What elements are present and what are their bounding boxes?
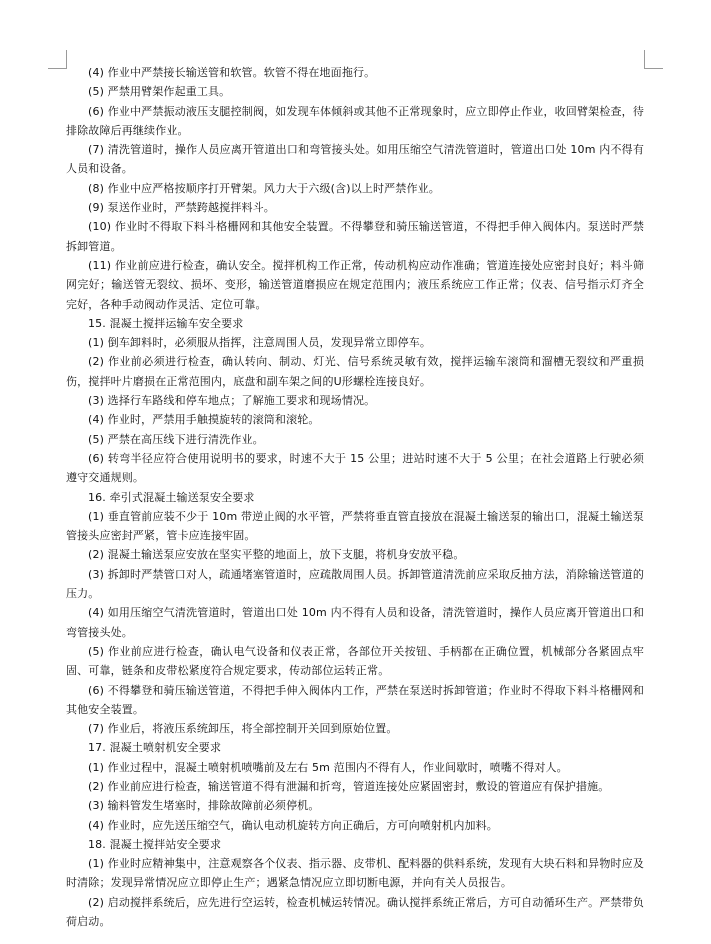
paragraph: (4) 作业时，严禁用手触摸旋转的滚筒和滚轮。 [88,413,320,427]
paragraph: (11) 作业前应进行检查，确认安全。搅拌机构工作正常，传动机构应动作准确；管道连接处应密封良好；料斗筛网完好；输送管无裂纹、损坏、变形，输送管道磨损应在规定范围内；液压系统应工作正常；仪表、信号指示灯齐全完好，各种手动阀动作灵活、定位可靠。 [66,258,644,311]
page-corner-mark-top-right [644,50,663,69]
paragraph: (3) 拆卸时严禁管口对人，疏通堵塞管道时，应疏散周围人员。拆卸管道清洗前应采取反抽方法，消除输送管道的压力。 [66,567,644,601]
paragraph: (8) 作业中应严格按顺序打开臂架。风力大于六级(含)以上时严禁作业。 [88,181,440,195]
paragraph: (10) 作业时不得取下料斗格栅网和其他安全装置。不得攀登和骑压输送管道，不得把手伸入阀体内。泵送时严禁拆卸管道。 [66,220,644,253]
paragraph: (9) 泵送作业时，严禁跨越搅拌料斗。 [88,201,275,215]
paragraph: (6) 不得攀登和骑压输送管道，不得把手伸入阀体内工作，严禁在泵送时拆卸管道；作业时不得取下料斗格栅网和其他安全装置。 [66,683,644,716]
paragraph: (4) 如用压缩空气清洗管道时，管道出口处 10m 内不得有人员和设备，清洗管道时，操作人员应离开管道出口和弯管接头处。 [66,606,644,639]
section-heading: 16. 牵引式混凝土输送泵安全要求 [88,490,255,504]
paragraph: (4) 作业中严禁接长输送管和软管。软管不得在地面拖行。 [88,66,376,79]
paragraph: (1) 作业时应精神集中，注意观察各个仪表、指示器、皮带机、配料器的供料系统，发现有大块石料和异物时应及时清除；发现异常情况应立即停止生产；遇紧急情况应立即切断电源，并向有关人员报告。 [66,857,644,890]
paragraph: (2) 作业前应进行检查，输送管道不得有泄漏和折弯，管道连接处应紧固密封，敷设的管道应有保护措施。 [88,779,610,793]
section-heading: 15. 混凝土搅拌运输车安全要求 [88,316,244,330]
paragraph: (5) 作业前应进行检查，确认电气设备和仪表正常，各部位开关按钮、手柄都在正确位置，机械部分各紧固点牢固、可靠，链条和皮带松紧度符合规定要求，传动部位运转正常。 [66,644,644,678]
paragraph: (5) 严禁用臂架作起重工具。 [88,85,231,99]
paragraph: (1) 作业过程中，混凝土喷射机喷嘴前及左右 5m 范围内不得有人，作业间歇时，喷嘴不得对人。 [88,760,568,774]
document-body [66,63,644,931]
paragraph: (6) 转弯半径应符合使用说明书的要求，时速不大于 15 公里；进站时速不大于 5 公里；在社会道路上行驶必须遵守交通规则。 [66,451,644,485]
page-corner-mark-top-left [48,50,67,69]
paragraph: (7) 清洗管道时，操作人员应离开管道出口和弯管接头处。如用压缩空气清洗管道时，管道出口处 10m 内不得有人员和设备。 [66,143,644,176]
paragraph: (1) 垂直管前应装不少于 10m 带逆止阀的水平管，严禁将垂直管直接放在混凝土输送泵的输出口，混凝土输送泵管接头应密封严紧，管卡应连接牢固。 [66,509,644,543]
paragraph: (7) 作业后，将液压系统卸压，将全部控制开关回到原始位置。 [88,722,398,736]
paragraph: (2) 作业前必须进行检查，确认转向、制动、灯光、信号系统灵敏有效，搅拌运输车滚筒和溜槽无裂纹和严重损伤，搅拌叶片磨损在正常范围内，底盘和副车架之间的U形螺栓连接良好。 [66,355,644,388]
paragraph: (1) 倒车卸料时，必须服从指挥，注意周围人员，发现异常立即停车。 [88,336,432,350]
paragraph: (3) 选择行车路线和停车地点；了解施工要求和现场情况。 [88,394,376,408]
section-heading: 18. 混凝土搅拌站安全要求 [88,837,222,851]
paragraph: (2) 启动搅拌系统后，应先进行空运转，检查机械运转情况。确认搅拌系统正常后，方可自动循环生产。严禁带负荷启动。 [66,895,644,929]
paragraph: (5) 严禁在高压线下进行清洗作业。 [88,432,264,446]
section-heading: 17. 混凝土喷射机安全要求 [88,741,222,755]
paragraph: (6) 作业中严禁振动液压支腿控制阀，如发现车体倾斜或其他不正常现象时，应立即停止作业，收回臂架检查，待排除故障后再继续作业。 [66,104,644,137]
paragraph: (3) 输料管发生堵塞时，排除故障前必须停机。 [88,799,320,813]
paragraph: (2) 混凝土输送泵应安放在坚实平整的地面上，放下支腿，将机身安放平稳。 [88,548,465,562]
paragraph: (4) 作业时，应先送压缩空气，确认电动机旋转方向正确后，方可向喷射机内加料。 [88,818,498,832]
